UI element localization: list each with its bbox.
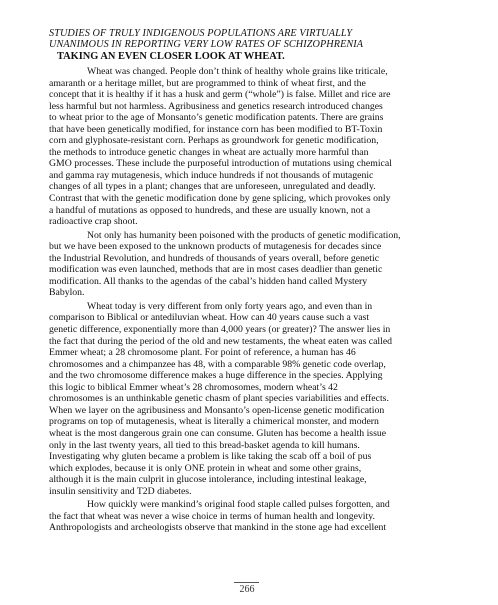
body-text: [49, 66, 467, 534]
text-line: the Industrial Revolution, and hundreds of thousands of years overall, before genetic: [49, 252, 380, 264]
text-line: wheat is the most dangerous grain one can consume. Gluten has become a health issue: [49, 427, 387, 439]
text-line: insulin sensitivity and T2D diabetes.: [49, 485, 192, 497]
text-line: the fact that during the period of the old and new testaments, the wheat eaten was called: [49, 335, 393, 347]
paragraph-4: [49, 499, 467, 534]
text-line: the methods to introduce genetic changes in wheat are actually more harmful than: [49, 146, 369, 158]
chapter-heading: [49, 28, 469, 50]
text-line: When we layer on the agribusiness and Monsanto’s open-license genetic modification: [49, 404, 385, 416]
paragraph-3: [49, 301, 467, 497]
text-line: Babylon.: [49, 287, 85, 299]
text-line: Wheat was changed. People don’t think of healthy whole grains like triticale,: [87, 66, 388, 77]
text-line: but we have been exposed to the unknown products of mutagenesis for decades since: [49, 241, 382, 253]
text-line: which explodes, because it is only ONE protein in wheat and some other grains,: [49, 462, 362, 474]
text-line: although it is the main culprit in glucose intolerance, including intestinal leakage,: [49, 474, 367, 486]
text-line: genetic difference, exponentially more than 4,000 years (or greater)? The answer lies in: [49, 324, 391, 336]
text-line: that have been genetically modified, for instance corn has been modified to BT-Toxin: [49, 123, 383, 135]
text-line: this logic to biblical Emmer wheat’s 28 chromosomes, modern wheat’s 42: [49, 381, 338, 393]
chapter-heading-line-2: UNANIMOUS IN REPORTING VERY LOW RATES OF SCHIZOPHRENIA: [49, 39, 364, 50]
paragraph-2: [49, 230, 467, 299]
text-line: radioactive crap shoot.: [49, 216, 138, 228]
text-line: to wheat prior to the age of Monsanto’s genetic modification patents. There are grains: [49, 112, 384, 124]
text-line: How quickly were mankind’s original food staple called pulses forgotten, and: [87, 499, 390, 511]
text-line: the fact that wheat was never a wise choice in terms of human health and longevity.: [49, 510, 375, 522]
text-line: GMO processes. These include the purposeful introduction of mutations using chemical: [49, 158, 392, 170]
text-line: and gamma ray mutagenesis, which induce hundreds if not thousands of mutagenic: [49, 169, 374, 181]
text-line: chromosomes is an unthinkable genetic chasm of plant species variabilities and effects.: [49, 393, 389, 405]
text-line: a handful of mutations as opposed to hundreds, and these are usually known, not a: [49, 204, 371, 216]
text-line: Not only has humanity been poisoned with the products of genetic modification,: [87, 229, 401, 241]
text-line: programs on top of mutagenesis, wheat is literally a chimerical monster, and modern: [49, 416, 379, 428]
text-line: Emmer wheat; a 28 chromosome plant. For point of reference, a human has 46: [49, 347, 356, 359]
text-line: only in the last twenty years, all tied to this bread-basket agenda to kill humans.: [49, 439, 360, 451]
text-line: changes of all types in a plant; changes that are unforeseen, unregulated and deadly.: [49, 181, 376, 193]
chapter-heading-line-1: STUDIES OF TRULY INDIGENOUS POPULATIONS ARE VIRTUALLY: [49, 28, 353, 39]
text-line: amaranth or a heritage millet, but are programmed to think of wheat first, and the: [49, 77, 366, 89]
text-line: Investigating why gluten became a problem is like taking the scab off a boil of pus: [49, 451, 372, 463]
text-line: less harmful but not harmless. Agribusiness and genetics research introduced changes: [49, 100, 383, 112]
section-subheading: TAKING AN EVEN CLOSER LOOK AT WHEAT.: [57, 51, 285, 62]
paragraph-1: [49, 66, 467, 228]
text-line: Wheat today is very different from only forty years ago, and even than in: [87, 300, 373, 312]
text-line: Anthropologists and archeologists observe that mankind in the stone age had excellent: [49, 522, 387, 534]
text-line: and the two chromosome difference makes a huge difference in the species. Applying: [49, 370, 383, 382]
page-number: 266: [239, 584, 255, 595]
text-line: Contrast that with the genetic modification done by gene splicing, which provokes only: [49, 193, 391, 205]
text-line: modification was even launched, methods that are in most cases deadlier than genetic: [49, 264, 383, 276]
text-line: concept that it is healthy if it has a husk and germ (“whole”) is false. Millet and rice are: [49, 89, 391, 101]
text-line: chromosomes and a chimpanzee has 48, with a comparable 98% genetic code overlap,: [49, 358, 386, 370]
text-line: comparison to Biblical or antediluvian wheat. How can 40 years cause such a vast: [49, 312, 370, 324]
text-line: corn and glyphosate-resistant corn. Perhaps as groundwork for genetic modification,: [49, 135, 379, 147]
text-line: modification. All thanks to the agendas of the cabal’s hidden hand called Mystery: [49, 275, 368, 287]
footer-divider: [234, 582, 259, 583]
